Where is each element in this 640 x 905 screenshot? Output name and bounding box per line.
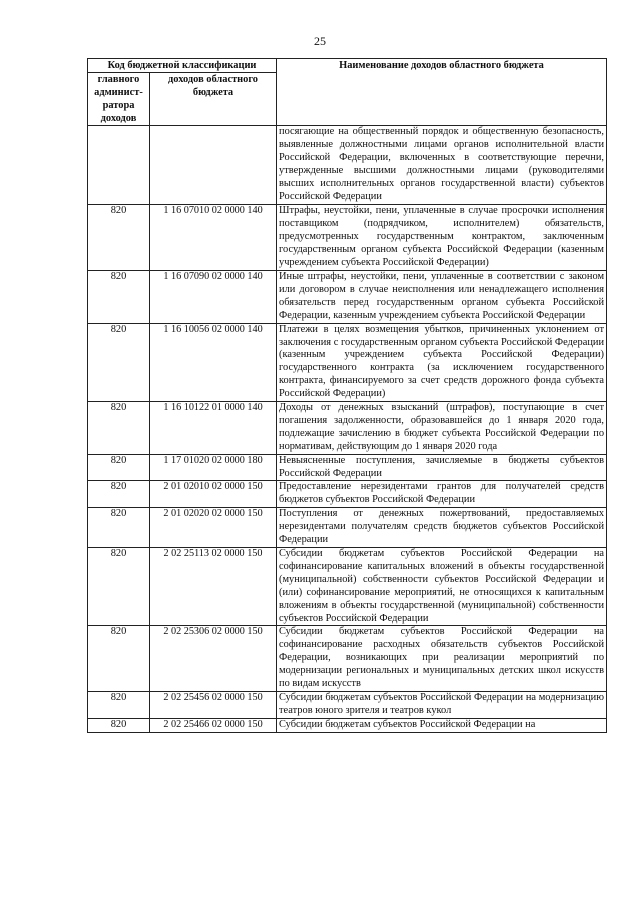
revenue-code-cell: 2 01 02020 02 0000 150 (150, 508, 277, 548)
revenue-code-cell: 1 16 10122 01 0000 140 (150, 402, 277, 455)
table-row (88, 323, 607, 401)
revenue-name-cell: Невыясненные поступления, зачисляемые в бюджеты субъектов Российской Федерации (277, 454, 607, 481)
table-row (88, 454, 607, 481)
admin-code-cell: 820 (88, 508, 150, 548)
table-row (88, 126, 607, 205)
revenue-name-cell: Субсидии бюджетам субъектов Российской Федерации на (277, 718, 607, 732)
revenue-name-cell: Предоставление нерезидентами грантов для получателей средств бюджетов субъектов Российской Федерации (277, 481, 607, 508)
budget-classification-table (87, 58, 607, 733)
admin-code-cell: 820 (88, 548, 150, 626)
revenue-name-header: Наименование доходов областного бюджета (277, 59, 607, 126)
revenue-code-cell: 1 16 07010 02 0000 140 (150, 205, 277, 271)
table-row (88, 508, 607, 548)
table-row (88, 481, 607, 508)
table-row (88, 691, 607, 718)
admin-code-cell: 820 (88, 205, 150, 271)
revenue-name-cell: Доходы от денежных взысканий (штрафов), поступающие в счет погашения задолженности, образовавшейся до 1 января 2020 года, подлежащие зачислению в бюджет субъекта Российской Федерации по нормативам, действующим до 1 января 2020 года (277, 402, 607, 455)
chief-administrator-header: главного админист-ратора доходов (88, 73, 150, 126)
revenue-name-cell: Субсидии бюджетам субъектов Российской Федерации на софинансирование капитальных вложений в объекты государственной (муниципальной) собственности субъектов Российской Федерации и (или) софинансирование мероприятий, не относящихся к капитальным вложениям в объекты государственной (муниципальной) собственности субъектов Российской Федерации (277, 548, 607, 626)
revenue-name-cell: Субсидии бюджетам субъектов Российской Федерации на модернизацию театров юного зрителя и театров кукол (277, 691, 607, 718)
table-row (88, 548, 607, 626)
revenue-name-cell: Платежи в целях возмещения убытков, причиненных уклонением от заключения с государственным органом субъекта Российской Федерации (казенным учреждением субъекта Российской Федерации) государственного контракта (за исключением государственного контракта, финансируемого за счет средств дорожного фонда субъекта Российской Федерации) (277, 323, 607, 401)
admin-code-cell (88, 126, 150, 205)
admin-code-cell: 820 (88, 270, 150, 323)
revenue-code-cell (150, 126, 277, 205)
revenue-code-cell: 1 16 07090 02 0000 140 (150, 270, 277, 323)
admin-code-cell: 820 (88, 323, 150, 401)
table-row (88, 270, 607, 323)
table-row (88, 718, 607, 732)
table-row (88, 626, 607, 692)
revenue-name-cell: Иные штрафы, неустойки, пени, уплаченные в соответствии с законом или договором в случае неисполнения или ненадлежащего исполнения обязательств перед государственным органом субъекта Российской Федерации, казенным учреждением субъекта Российской Федерации (277, 270, 607, 323)
admin-code-cell: 820 (88, 454, 150, 481)
admin-code-cell: 820 (88, 718, 150, 732)
revenue-name-cell: Штрафы, неустойки, пени, уплаченные в случае просрочки исполнения поставщиком (подрядчиком, исполнителем) обязательств, предусмотренных государственным контрактом, заключенным государственным органом субъекта Российской Федерации (казенным учреждением субъекта Российской Федерации) (277, 205, 607, 271)
revenue-code-cell: 2 02 25466 02 0000 150 (150, 718, 277, 732)
budget-code-group-header: Код бюджетной классификации (88, 59, 277, 73)
table-row (88, 402, 607, 455)
revenue-code-cell: 1 16 10056 02 0000 140 (150, 323, 277, 401)
table-body (88, 126, 607, 733)
table-row (88, 205, 607, 271)
revenue-code-cell: 1 17 01020 02 0000 180 (150, 454, 277, 481)
revenue-code-cell: 2 02 25113 02 0000 150 (150, 548, 277, 626)
revenue-code-cell: 2 02 25456 02 0000 150 (150, 691, 277, 718)
revenue-name-cell: посягающие на общественный порядок и общественную безопасность, выявленные должностными лицами органов исполнительной власти Российской Федерации, включенных в соответствующие перечни, утвержденные высшими должностными лицами (руководителями высших исполнительных органов государственной власти) субъектов Российской Федерации (277, 126, 607, 205)
admin-code-cell: 820 (88, 691, 150, 718)
admin-code-cell: 820 (88, 402, 150, 455)
admin-code-cell: 820 (88, 481, 150, 508)
table-header (88, 59, 607, 126)
page-number: 25 (314, 34, 326, 48)
regional-revenue-code-header: доходов областного бюджета (150, 73, 277, 126)
admin-code-cell: 820 (88, 626, 150, 692)
revenue-code-cell: 2 02 25306 02 0000 150 (150, 626, 277, 692)
revenue-code-cell: 2 01 02010 02 0000 150 (150, 481, 277, 508)
revenue-name-cell: Субсидии бюджетам субъектов Российской Федерации на софинансирование расходных обязательств субъектов Российской Федерации, возникающих при реализации мероприятий по модернизации региональных и муниципальных детских школ искусств по видам искусств (277, 626, 607, 692)
revenue-name-cell: Поступления от денежных пожертвований, предоставляемых нерезидентами получателям средств бюджетов субъектов Российской Федерации (277, 508, 607, 548)
